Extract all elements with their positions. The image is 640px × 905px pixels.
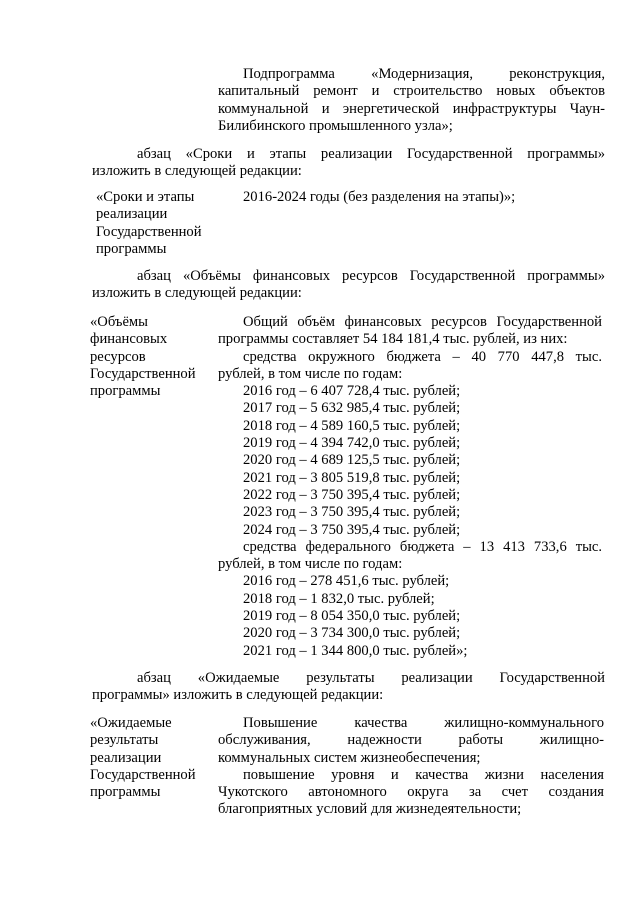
abzac-results-paragraph xyxy=(92,670,605,705)
subprogram-paragraph xyxy=(218,66,605,135)
text-line: 2018 год – 1 832,0 тыс. рублей; xyxy=(243,590,435,607)
text-line: Общий объём финансовых ресурсов Государственной xyxy=(243,314,602,330)
text-line: изложить в следующей редакции: xyxy=(92,163,302,180)
text-line: «Сроки и этапы xyxy=(96,189,195,205)
finance-label xyxy=(90,314,215,400)
text-line: «Ожидаемые xyxy=(90,715,172,731)
abzac-finance-paragraph xyxy=(92,268,605,303)
text-line: 2016-2024 годы (без разделения на этапы)»; xyxy=(243,189,516,205)
text-line: 2020 год – 3 734 300,0 тыс. рублей; xyxy=(243,625,461,642)
results-value xyxy=(218,715,604,819)
text-line: 2017 год – 5 632 985,4 тыс. рублей; xyxy=(243,400,461,417)
text-line: абзац «Сроки и этапы реализации Государственной программы» xyxy=(137,146,605,162)
text-line: Билибинского промышленного узла»; xyxy=(218,117,453,134)
text-line: Подпрограмма «Модернизация, реконструкция, xyxy=(243,66,605,82)
results-label xyxy=(90,715,215,801)
text-line: 2016 год – 6 407 728,4 тыс. рублей; xyxy=(243,383,461,400)
text-line: 2022 год – 3 750 395,4 тыс. рублей; xyxy=(243,486,461,503)
text-line: 2021 год – 1 344 800,0 тыс. рублей»; xyxy=(243,642,468,659)
text-line: благоприятных условий для жизнедеятельности; xyxy=(218,801,522,818)
text-line: Чукотского автономного округа за счет создания xyxy=(218,784,604,801)
terms-value xyxy=(243,189,603,206)
text-line: программы составляет 54 184 181,4 тыс. рублей, из них: xyxy=(218,331,568,348)
text-line: финансовых xyxy=(90,331,168,348)
finance-value xyxy=(218,314,602,660)
text-line: реализации xyxy=(90,749,162,766)
text-line: абзац «Ожидаемые результаты реализации Государственной xyxy=(137,670,605,686)
text-line: 2024 год – 3 750 395,4 тыс. рублей; xyxy=(243,521,461,538)
text-line: ресурсов xyxy=(90,348,146,365)
text-line: программы xyxy=(90,383,161,400)
text-line: программы xyxy=(96,240,167,257)
text-line: 2019 год – 4 394 742,0 тыс. рублей; xyxy=(243,435,461,452)
text-line: коммунальных систем жизнеобеспечения; xyxy=(218,749,481,766)
text-line: капитальный ремонт и строительство новых объектов xyxy=(218,83,605,100)
text-line: программы» изложить в следующей редакции: xyxy=(92,687,384,704)
text-line: «Объёмы xyxy=(90,314,148,330)
text-line: Повышение качества жилищно-коммунального xyxy=(243,715,604,731)
abzac-terms-paragraph xyxy=(92,146,605,181)
text-line: Государственной xyxy=(90,766,196,783)
text-line: Государственной xyxy=(90,365,196,382)
text-line: 2016 год – 278 451,6 тыс. рублей; xyxy=(243,573,450,590)
text-line: обслуживания, надежности работы жилищно- xyxy=(218,732,604,749)
text-line: изложить в следующей редакции: xyxy=(92,285,302,302)
text-line: 2021 год – 3 805 519,8 тыс. рублей; xyxy=(243,469,461,486)
text-line: 2018 год – 4 589 160,5 тыс. рублей; xyxy=(243,417,461,434)
terms-label xyxy=(96,189,216,258)
text-line: средства окружного бюджета – 40 770 447,8 тыс. xyxy=(243,348,602,365)
text-line: средства федерального бюджета – 13 413 733,6 тыс. xyxy=(243,538,602,555)
text-line: реализации xyxy=(96,206,168,223)
text-line: рублей, в том числе по годам: xyxy=(218,365,403,382)
text-line: коммунальной и энергетической инфраструктуры Чаун- xyxy=(218,100,605,117)
text-line: результаты xyxy=(90,732,159,749)
text-line: 2019 год – 8 054 350,0 тыс. рублей; xyxy=(243,608,461,625)
text-line: 2023 год – 3 750 395,4 тыс. рублей; xyxy=(243,504,461,521)
text-line: рублей, в том числе по годам: xyxy=(218,556,403,573)
text-line: повышение уровня и качества жизни населения xyxy=(243,766,604,783)
text-line: абзац «Объёмы финансовых ресурсов Государственной программы» xyxy=(137,268,605,284)
text-line: Государственной xyxy=(96,223,202,240)
text-line: 2020 год – 4 689 125,5 тыс. рублей; xyxy=(243,452,461,469)
text-line: программы xyxy=(90,784,161,801)
